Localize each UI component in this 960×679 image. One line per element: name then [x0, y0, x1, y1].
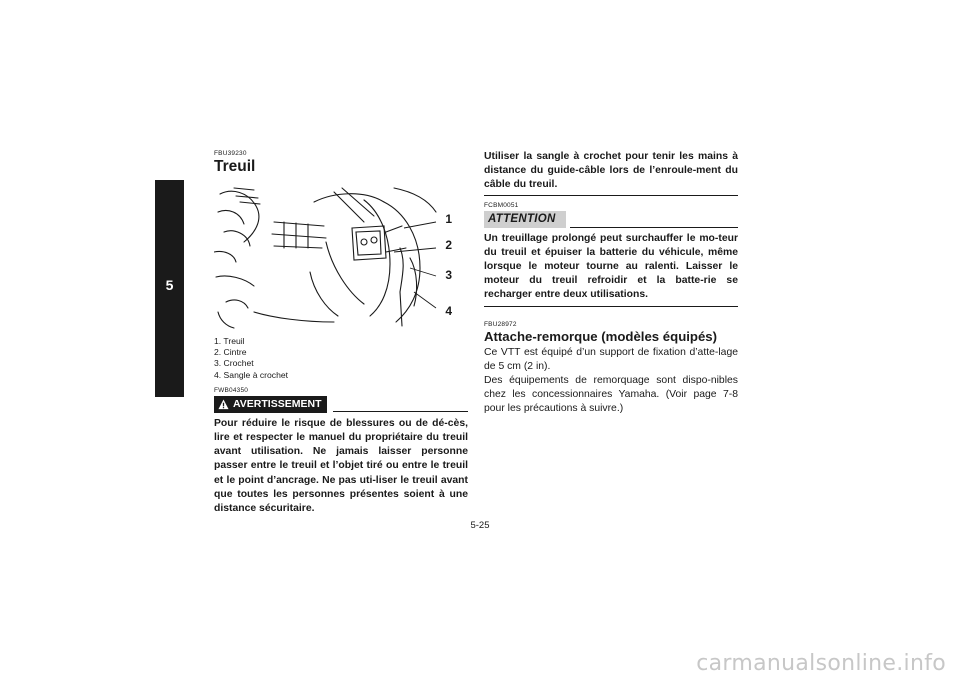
legend-item: 3. Crochet	[214, 358, 254, 369]
warning-code: FWB04350	[214, 386, 249, 394]
legend-item: 2. Cintre	[214, 347, 247, 358]
legend-item: 4. Sangle à crochet	[214, 369, 289, 380]
attention-badge: ATTENTION	[484, 211, 566, 228]
callout-3: 3	[445, 268, 452, 282]
chapter-number: 5	[165, 277, 174, 293]
intro-bold-text: Utiliser la sangle à crochet pour tenir les mains à distance du guide-câble lors de l’enroule-ment du câble du treuil.	[484, 151, 738, 191]
section-title: Attache-remorque (modèles équipés)	[484, 328, 718, 344]
warning-badge	[214, 396, 327, 413]
warning-rule	[333, 396, 468, 412]
divider	[484, 195, 738, 196]
section-code: FBU39230	[214, 150, 247, 157]
callout-4: 4	[445, 304, 452, 318]
warning-text: Pour réduire le risque de blessures ou de dé-cès, lire et respecter le manuel du propriétaire du treuil avant utilisation. Ne jamais laisser personne passer entre le treuil et l’objet tiré ou entre le treuil et le point d’ancrage. Ne pas uti-liser le treuil avant que toutes les personnes présentes soient à une distance sécuritaire.	[214, 417, 468, 515]
right-column	[484, 150, 738, 417]
winch-drawing	[214, 182, 468, 330]
section-title: Treuil	[214, 158, 256, 175]
warning-header	[214, 396, 468, 413]
section-code: FBU28972	[484, 320, 517, 328]
attention-header	[484, 211, 738, 228]
left-column	[214, 150, 468, 516]
divider	[484, 306, 738, 307]
attention-code: FCBM0051	[484, 201, 519, 209]
body-paragraph: Des équipements de remorquage sont dispo-nibles chez les concessionnaires Yamaha. (Voir page 7-8 pour les précautions à suivre.)	[484, 375, 738, 415]
attention-text: Un treuillage prolongé peut surchauffer le mo-teur du treuil et épuiser la batterie du véhicule, même lorsque le moteur tourne au ralenti. Laisser le moteur du treuil refroidir et la batte-rie se recharger entre deux utilisations.	[484, 232, 738, 301]
callout-1: 1	[445, 212, 452, 226]
warning-triangle-icon	[218, 399, 229, 410]
page-number: 5-25	[470, 520, 490, 531]
legend-item: 1. Treuil	[214, 336, 245, 346]
attention-rule	[570, 227, 738, 228]
figure-legend	[214, 336, 468, 381]
callout-2: 2	[445, 238, 452, 252]
warning-label: AVERTISSEMENT	[233, 397, 322, 410]
chapter-tab	[155, 180, 184, 397]
winch-illustration	[214, 182, 468, 330]
watermark: carmanualsonline.info	[696, 651, 946, 676]
body-paragraph: Ce VTT est équipé d’un support de fixation d’atte-lage de 5 cm (2 in).	[484, 346, 738, 372]
